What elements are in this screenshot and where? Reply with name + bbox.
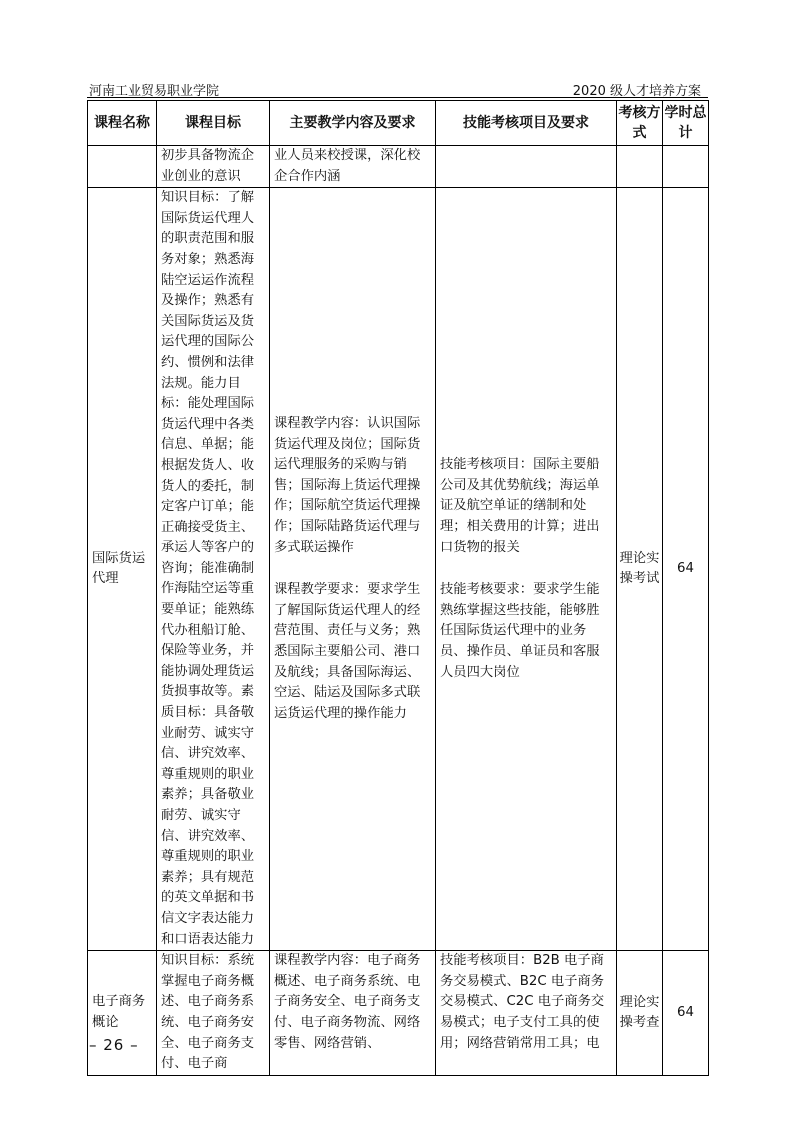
header-course-name: 课程名称 xyxy=(88,101,157,146)
course-name-cell xyxy=(88,146,157,188)
course-goal-cell: 知识目标：了解国际货运代理人的职责范围和服务对象；熟悉海陆空运运作流程及操作；熟悉有关国际货运及货运代理的国际公约、惯例和法律法规。能力目标：能处理国际货运代理中各类信息、单据；能根据发货人、收货人的委托，制定客户订单；能正确接受货主、承运人等客户的咨询；能准确制作海陆空运等重要单证；能熟练代办租船订舱、保险等业务，并能协调处理货运货损事故等。素质目标：具备敬业耐劳、诚实守信、讲究效率、尊重规则的职业素养；具备敬业耐劳、诚实守信、讲究效率、尊重规则的职业素养；具有规范的英文单据和书信文字表达能力和口语表达能力 xyxy=(157,188,270,951)
table-header-row xyxy=(88,101,709,146)
course-name-cell: 国际货运代理 xyxy=(88,188,157,951)
content-paragraph: 课程教学要求：要求学生了解国际货运代理人的经营范围、责任与义务；熟悉国际主要船公司、港口及航线；具备国际海运、空运、陆运及国际多式联运货运代理的操作能力 xyxy=(274,582,421,721)
table-row xyxy=(88,188,709,951)
course-goal-cell: 知识目标：系统掌握电子商务概述、电子商务系统、电子商务安全、电子商务支付、电子商 xyxy=(157,951,270,1076)
skills-paragraph: 技能考核要求：要求学生能熟练掌握这些技能，能够胜任国际货运代理中的业务员、操作员、单证员和客服人员四大岗位 xyxy=(440,582,600,680)
page-number: – 26 – xyxy=(89,1036,139,1054)
table-row xyxy=(88,146,709,188)
header-rule xyxy=(87,97,708,98)
content-paragraph: 课程教学内容：认识国际货运代理及岗位；国际货运代理服务的采购与销售；国际海上货运代理操作；国际航空货运代理操作；国际陆路货运代理与多式联运操作 xyxy=(274,416,421,555)
course-goal-cell: 初步具备物流企业创业的意识 xyxy=(157,146,270,188)
header-school: 河南工业贸易职业学院 xyxy=(89,84,220,99)
header-main-content: 主要教学内容及要求 xyxy=(270,101,436,146)
hours-cell: 64 xyxy=(663,188,709,951)
skills-cell: 技能考核项目：B2B 电子商务交易模式、B2C 电子商务交易模式、C2C 电子商务交易模式；电子支付工具的使用；网络营销常用工具；电 xyxy=(436,951,617,1076)
header-skill-assessment: 技能考核项目及要求 xyxy=(436,101,617,146)
header-course-goal: 课程目标 xyxy=(157,101,270,146)
method-cell: 理论实操考查 xyxy=(617,951,663,1076)
method-cell xyxy=(617,146,663,188)
header-assessment-method: 考核方式 xyxy=(617,101,663,146)
skills-paragraph: 技能考核项目：国际主要船公司及其优势航线；海运单证及航空单证的缮制和处理；相关费用的计算；进出口货物的报关 xyxy=(440,457,600,555)
table-row xyxy=(88,951,709,1076)
content-cell xyxy=(270,188,436,951)
course-name-cell: 电子商务概论 xyxy=(88,951,157,1076)
header-program: 2020 级人才培养方案 xyxy=(572,84,701,99)
curriculum-table xyxy=(87,100,709,1076)
hours-cell: 64 xyxy=(663,951,709,1076)
hours-cell xyxy=(663,146,709,188)
skills-cell xyxy=(436,146,617,188)
content-cell: 业人员来校授课，深化校企合作内涵 xyxy=(270,146,436,188)
content-cell: 课程教学内容：电子商务概述、电子商务系统、电子商务安全、电子商务支付、电子商务物流、网络零售、网络营销、 xyxy=(270,951,436,1076)
header-total-hours: 学时总计 xyxy=(663,101,709,146)
method-cell: 理论实操考试 xyxy=(617,188,663,951)
skills-cell xyxy=(436,188,617,951)
